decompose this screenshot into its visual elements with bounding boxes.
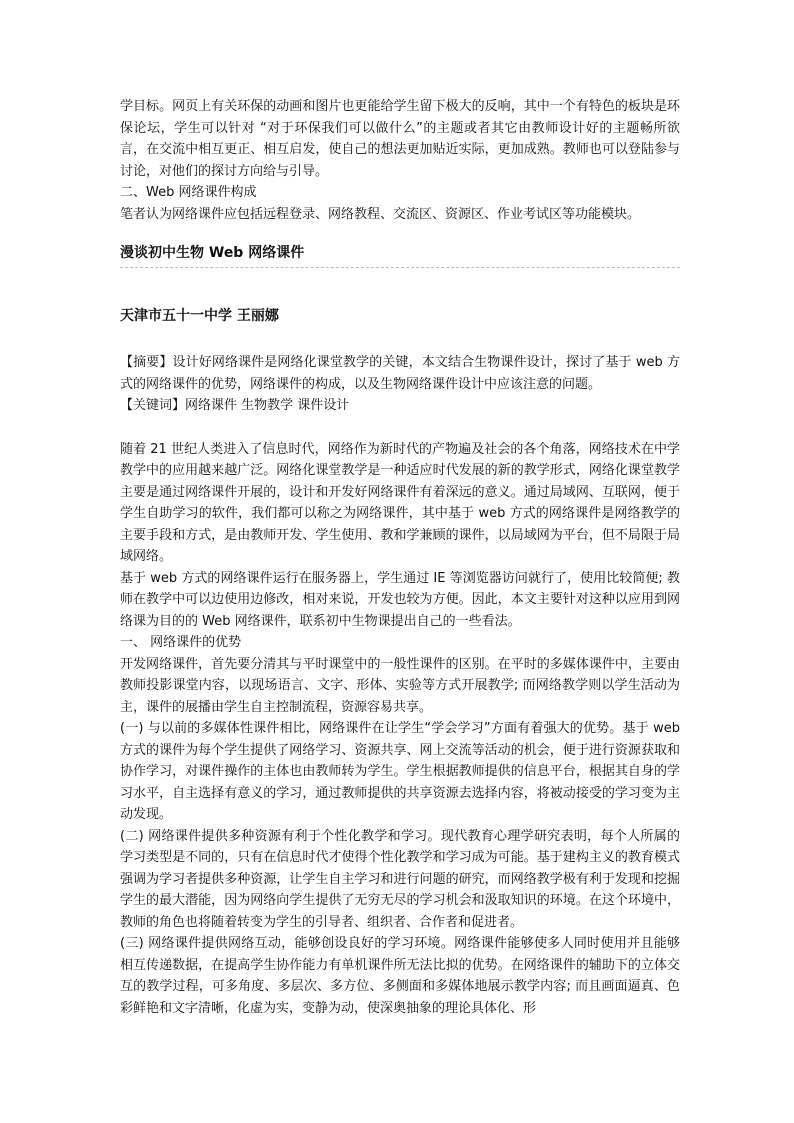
body-paragraph-3: 开发网络课件，首先要分清其与平时课堂中的一般性课件的区别。在平时的多媒体课件中，主要由教师投影课堂内容，以现场语言、文字、形体、实验等方式开展教学; 而网络教学则以学生活动为主，课件的展播由学生自主控制流程，资源容易共享。 <box>120 656 680 715</box>
section-heading-web-courseware: 二、Web 网络课件构成 <box>120 185 257 200</box>
section-heading-advantages: 一、 网络课件的优势 <box>120 635 242 650</box>
body-paragraph-4: (一) 与以前的多媒体性课件相比，网络课件在让学生“学会学习”方面有着强大的优势。基于 web 方式的课件为每个学生提供了网络学习、资源共享、网上交流等活动的机会，便于进行资源获取和协作学习，对课件操作的主体也由教师转为学生。学生根据教师提供的信息平台，根据其自身的学习水平，自主选择有意义的学习，通过教师提供的共享资源去选择内容，将被动接受的学习变为主动发现。 <box>120 721 680 822</box>
body-paragraph-2: 基于 web 方式的网络课件运行在服务器上，学生通过 IE 等浏览器访问就行了，使用比较简便; 教师在教学中可以边使用边修改，相对来说，开发也较为方便。因此，本文主要针对这种以应用到网络课为目的的 Web 网络课件，联系初中生物课提出自己的一些看法。 <box>120 570 680 629</box>
title-divider <box>120 267 680 268</box>
intro-paragraph-2: 笔者认为网络课件应包括远程登录、网络教程、交流区、资源区、作业考试区等功能模块。 <box>120 206 641 222</box>
abstract: 【摘要】设计好网络课件是网络化课堂教学的关键，本文结合生物课件设计，探讨了基于 web 方式的网络课件的优势，网络课件的构成，以及生物网络课件设计中应该注意的问题。 <box>120 355 680 392</box>
body-paragraph-5: (二) 网络课件提供多种资源有利于个性化教学和学习。现代教育心理学研究表明，每个人所属的学习类型是不同的，只有在信息时代才使得个性化教学和学习成为可能。基于建构主义的教育模式强调为学习者提供多种资源，让学生自主学习和进行问题的研究，而网络教学极有利于发现和挖掘学生的最大潜能，因为网络向学生提供了无穷无尽的学习机会和汲取知识的环境。在这个环境中，教师的角色也将随着转变为学生的引导者、组织者、合作者和促进者。 <box>120 828 680 930</box>
abstract-block <box>120 352 680 417</box>
document-page <box>120 96 680 1019</box>
body-paragraph-6: (三) 网络课件提供网络互动，能够创设良好的学习环境。网络课件能够使多人同时使用并且能够相互传递数据，在提高学生协作能力有单机课件所无法比拟的优势。在网络课件的辅助下的立体交互的教学过程，可多角度、多层次、多方位、多侧面和多媒体地展示教学内容; 而且画面逼真、色彩鲜艳和文字清晰，化虚为实，变静为动，使深奥抽象的理论具体化、形 <box>120 936 680 1016</box>
article-body <box>120 439 680 1020</box>
article-author: 天津市五十一中学 王丽娜 <box>120 308 279 324</box>
article-title: 漫谈初中生物 Web 网络课件 <box>120 245 305 261</box>
intro-paragraph-1: 学目标。网页上有关环保的动画和图片也更能给学生留下极大的反响，其中一个有特色的板块是环保论坛，学生可以针对 “对于环保我们可以做什么”的主题或者其它由教师设计好的主题畅所欲言，在交流中相互更正、相互启发，使自己的想法更加贴近实际，更加成熟。教师也可以登陆参与讨论，对他们的探讨方向给与引导。 <box>120 99 680 179</box>
body-paragraph-1: 随着 21 世纪人类进入了信息时代，网络作为新时代的产物遍及社会的各个角落，网络技术在中学教学中的应用越来越广泛。网络化课堂教学是一种适应时代发展的新的教学形式，网络化课堂教学主要是通过网络课件开展的，设计和开发好网络课件有着深远的意义。通过局域网、互联网，便于学生自助学习的软件，我们都可以称之为网络课件，其中基于 web 方式的网络课件是网络教学的主要手段和方式，是由教师开发、学生使用、教和学兼顾的课件，以局域网为平台，但不局限于局域网络。 <box>120 441 680 564</box>
article-title-block <box>120 243 680 268</box>
keywords: 【关键词】网络课件 生物教学 课件设计 <box>120 398 350 413</box>
